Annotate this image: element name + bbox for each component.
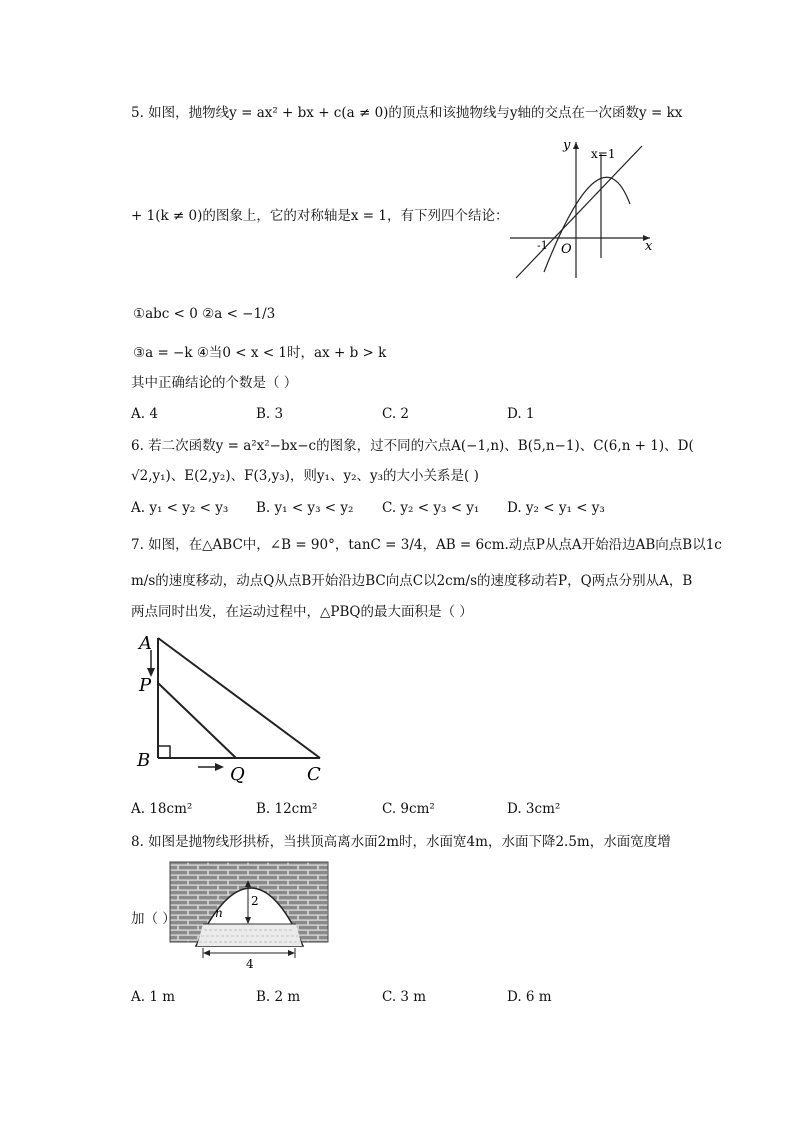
q6-option-b[interactable]: B. y₁ < y₃ < y₂: [256, 500, 354, 516]
q5-option-d[interactable]: D. 1: [507, 406, 535, 422]
q5-figure: [500, 132, 670, 282]
label-q: Q: [230, 764, 245, 785]
height-label: 2: [251, 894, 259, 908]
q7-option-b[interactable]: B. 12cm²: [256, 801, 318, 817]
q7-stem-line3: 两点同时出发，在运动过程中，△PBQ的最大面积是（ ）: [131, 604, 473, 620]
right-angle-mark: [158, 746, 170, 758]
parabola-curve: [544, 177, 630, 272]
q6-option-c[interactable]: C. y₂ < y₃ < y₁: [382, 500, 480, 516]
q6-option-d[interactable]: D. y₂ < y₁ < y₃: [507, 500, 605, 516]
arrow-right-icon: [288, 950, 295, 956]
q7-stem-line2: m/s的速度移动，动点Q从点B开始沿边BC向点C以2cm/s的速度移动若P，Q两点分别从A，B: [131, 573, 693, 589]
label-a: A: [139, 633, 152, 654]
width-label: 4: [246, 957, 254, 971]
label-b: B: [137, 750, 151, 771]
q5-stem-line2: + 1(k ≠ 0)的图象上，它的对称轴是x = 1，有下列四个结论：: [131, 208, 509, 224]
linear-function-line: [516, 146, 642, 278]
neg-one-label: -1: [537, 239, 548, 252]
label-c: C: [307, 764, 321, 785]
q8-figure: [168, 860, 330, 972]
q5-option-c[interactable]: C. 2: [382, 406, 410, 422]
origin-label: O: [561, 242, 572, 257]
q5-stem-line1: 5. 如图，抛物线y = ax² + bx + c(a ≠ 0)的顶点和该抛物线与y轴的交点在一次函数y = kx: [131, 105, 683, 121]
water-area: [197, 924, 302, 946]
q8-option-d[interactable]: D. 6 m: [507, 989, 552, 1005]
q8-stem-line1: 8. 如图是抛物线形拱桥，当拱顶高离水面2m时，水面宽4m，水面下降2.5m，水面宽度增: [131, 834, 671, 850]
q5-conclusions-row2: ③a = −k ④当0 < x < 1时，ax + b > k: [133, 345, 387, 361]
q8-stem-line2: 加（ ）: [131, 911, 176, 927]
q5-conclusions-row1: ①abc < 0 ②a < −1/3: [133, 306, 276, 322]
y-axis-label: y: [563, 138, 571, 153]
q8-option-c[interactable]: C. 3 m: [382, 989, 427, 1005]
q7-option-a[interactable]: A. 18cm²: [131, 801, 193, 817]
q5-option-b[interactable]: B. 3: [256, 406, 284, 422]
x-axis-label: x: [645, 239, 653, 254]
q6-stem-line2: √2,y₁)、E(2,y₂)、F(3,y₃)，则y₁、y₂、y₃的大小关系是( ): [131, 468, 479, 484]
q6-option-a[interactable]: A. y₁ < y₂ < y₃: [131, 500, 229, 516]
q5-prompt: 其中正确结论的个数是（ ）: [131, 375, 298, 391]
symmetry-axis-label: x=1: [591, 147, 616, 161]
arrow-right-icon: [215, 763, 224, 771]
q8-option-b[interactable]: B. 2 m: [256, 989, 301, 1005]
label-p: P: [139, 675, 152, 696]
q7-option-c[interactable]: C. 9cm²: [382, 801, 435, 817]
q5-option-a[interactable]: A. 4: [131, 406, 158, 422]
q7-figure: [130, 628, 340, 788]
y-axis-arrow-icon: [573, 142, 579, 149]
q6-stem-line1: 6. 若二次函数y = a²x²−bx−c的图象，过不同的六点A(−1,n)、B(5,n−1)、C(6,n + 1)、D(: [131, 438, 694, 454]
q8-option-a[interactable]: A. 1 m: [131, 989, 176, 1005]
arrow-left-icon: [203, 950, 210, 956]
q7-stem-line1: 7. 如图，在△ABC中，∠B = 90°，tanC = 3/4，AB = 6cm.动点P从点A开始沿边AB向点B以1c: [131, 537, 722, 553]
q7-option-d[interactable]: D. 3cm²: [507, 801, 561, 817]
n-label: n: [215, 906, 223, 920]
side-ac: [158, 638, 320, 758]
